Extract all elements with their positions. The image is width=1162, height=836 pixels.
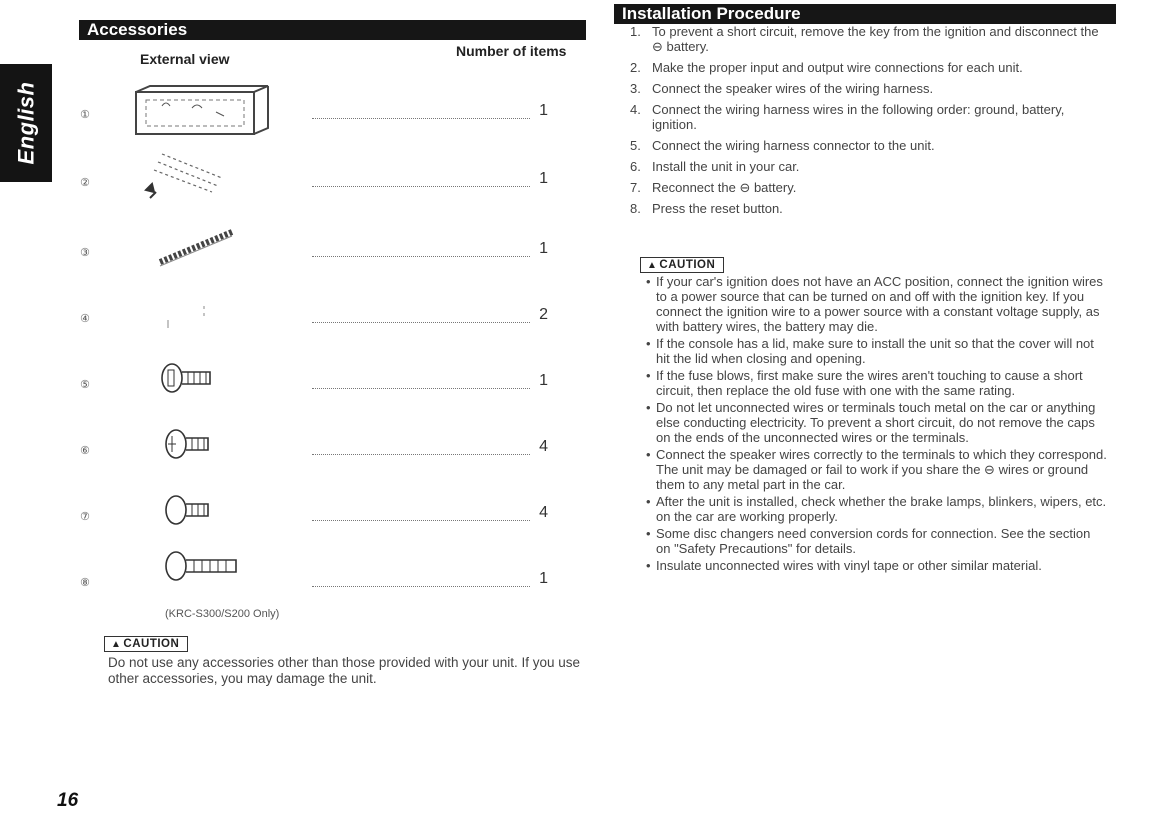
accessory-item-2: [80, 168, 560, 208]
installation-step: [630, 60, 1110, 75]
long-screw-icon: [132, 554, 272, 614]
step-text: Make the proper input and output wire connections for each unit.: [652, 60, 1023, 75]
flat-head-screw-icon: [132, 422, 272, 482]
step-text: Reconnect the ⊖ battery.: [652, 180, 797, 195]
step-text: Press the reset button.: [652, 201, 783, 216]
installation-step: [630, 81, 1110, 96]
step-number: 4.: [630, 102, 641, 117]
item-number: ⑦: [80, 511, 90, 523]
accessories-title: Accessories: [79, 20, 586, 40]
leader-dots: [312, 118, 530, 119]
installation-caution-list: [646, 274, 1108, 575]
accessory-item-8: [80, 568, 560, 620]
bolt-icon: [132, 356, 272, 416]
step-number: 6.: [630, 159, 641, 174]
item-quantity: 1: [539, 372, 548, 389]
leader-dots: [312, 322, 530, 323]
step-number: 5.: [630, 138, 641, 153]
item-number: ⑧: [80, 577, 90, 589]
leader-dots: [312, 256, 530, 257]
accessory-item-5: [80, 370, 560, 410]
language-tab-label: English: [13, 81, 39, 165]
caution-item: • If the fuse blows, first make sure the wires aren't touching to cause a short circuit, then replace the old fuse with one with the same rating.: [646, 368, 1108, 398]
installation-steps: [630, 24, 1110, 222]
accessory-item-4: [80, 304, 560, 344]
language-tab: [0, 64, 52, 182]
item-quantity: 4: [539, 504, 548, 521]
caution-item: • If your car's ignition does not have an ACC position, connect the ignition wires to a power source that can be turned on and off with the ignition key. If you connect the ignition wire to a power source with a constant voltage supply, as with battery wires, the battery may die.: [646, 274, 1108, 334]
item-quantity: 4: [539, 438, 548, 455]
trim-plate-icon: [132, 224, 272, 284]
leader-dots: [312, 186, 530, 187]
step-text: Connect the wiring harness wires in the following order: ground, battery, ignition.: [652, 102, 1065, 132]
step-number: 1.: [630, 24, 641, 39]
item-number: ⑤: [80, 379, 90, 391]
accessory-item-3: [80, 238, 560, 278]
item-number: ②: [80, 177, 90, 189]
installation-caution-label: [640, 257, 724, 273]
caution-item: • After the unit is installed, check whether the brake lamps, blinkers, wipers, etc. on the car are working properly.: [646, 494, 1108, 524]
number-of-items-header: Number of items: [456, 43, 567, 59]
mounting-sleeve-icon: [132, 86, 272, 146]
page-number: 16: [57, 790, 79, 811]
caution-item: • Do not let unconnected wires or terminals touch metal on the car or anything else conducting electricity. To prevent a short circuit, do not remove the caps on the ends of the unconnected wires or the terminals.: [646, 400, 1108, 445]
caution-item: • If the console has a lid, make sure to install the unit so that the cover will not hit the lid when closing and opening.: [646, 336, 1108, 366]
accessory-item-7: [80, 502, 560, 542]
caution-item: • Some disc changers need conversion cords for connection. See the section on "Safety Precautions" for details.: [646, 526, 1108, 556]
item-number: ③: [80, 247, 90, 259]
installation-step: [630, 102, 1110, 132]
warning-triangle-icon: ▲: [647, 260, 658, 271]
accessory-item-6: [80, 436, 560, 476]
item-quantity: 1: [539, 240, 548, 257]
installation-title: Installation Procedure: [614, 4, 1116, 24]
item-quantity: 1: [539, 102, 548, 119]
installation-step: [630, 180, 1110, 195]
leader-dots: [312, 520, 530, 521]
caution-label-text: CAUTION: [123, 638, 180, 650]
item-quantity: 2: [539, 306, 548, 323]
item-number: ⑥: [80, 445, 90, 457]
external-view-header: External view: [140, 51, 230, 67]
step-text: Connect the speaker wires of the wiring harness.: [652, 81, 934, 96]
round-head-screw-icon: [132, 488, 272, 548]
step-text: Install the unit in your car.: [652, 159, 800, 174]
installation-step: [630, 159, 1110, 174]
removal-keys-icon: [132, 154, 272, 214]
accessories-caution-text: Do not use any accessories other than those provided with your unit. If you use other accessories, you may damage the unit.: [108, 655, 581, 686]
item-quantity: 1: [539, 570, 548, 587]
step-text: Connect the wiring harness connector to the unit.: [652, 138, 935, 153]
item-number: ④: [80, 313, 90, 325]
caution-item: • Insulate unconnected wires with vinyl tape or other similar material.: [646, 558, 1108, 573]
item-number: ①: [80, 109, 90, 121]
warning-triangle-icon: ▲: [111, 639, 122, 650]
installation-step: [630, 24, 1110, 54]
step-number: 8.: [630, 201, 641, 216]
caution-label-text: CAUTION: [659, 259, 716, 271]
step-text: To prevent a short circuit, remove the key from the ignition and disconnect the ⊖ battery.: [652, 24, 1099, 54]
step-number: 2.: [630, 60, 641, 75]
leader-dots: [312, 454, 530, 455]
small-parts-icon: [132, 290, 272, 350]
accessory-item-1: [80, 100, 560, 140]
accessories-caution-label: [104, 636, 188, 652]
step-number: 3.: [630, 81, 641, 96]
leader-dots: [312, 586, 530, 587]
step-number: 7.: [630, 180, 641, 195]
installation-step: [630, 138, 1110, 153]
item-quantity: 1: [539, 170, 548, 187]
caution-item: • Connect the speaker wires correctly to the terminals to which they correspond. The unit may be damaged or fail to work if you share the ⊖ wires or ground them to any metal part in the car.: [646, 447, 1108, 492]
item-model-note: (KRC-S300/S200 Only): [165, 608, 280, 620]
installation-step: [630, 201, 1110, 216]
leader-dots: [312, 388, 530, 389]
